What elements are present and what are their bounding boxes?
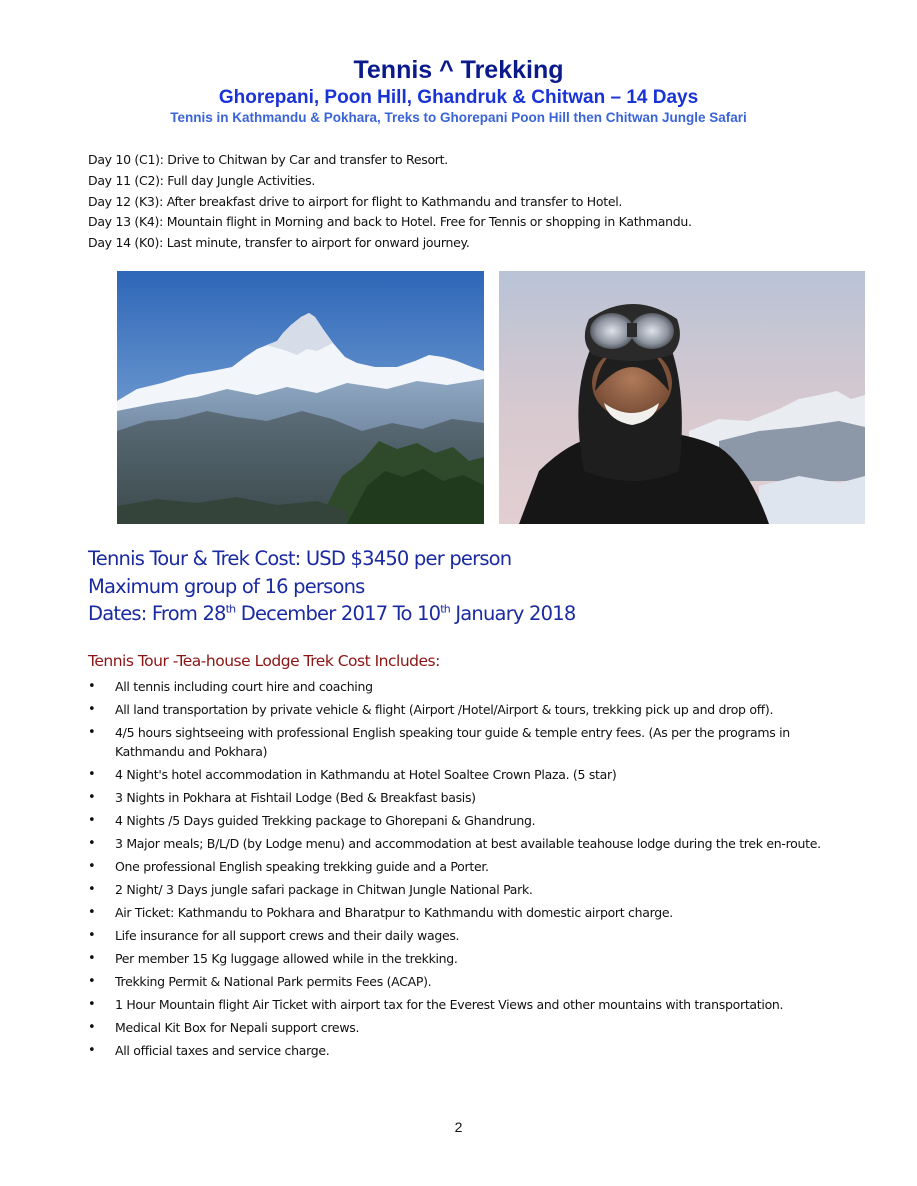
list-item: • One professional English speaking trekking guide and a Porter. [88, 858, 848, 877]
page-title: Tennis ^ Trekking [353, 56, 564, 84]
includes-list [88, 678, 848, 1065]
trekker-photo [499, 271, 865, 524]
list-item: • All official taxes and service charge. [88, 1042, 848, 1061]
list-item: • Medical Kit Box for Nepali support crews. [88, 1019, 848, 1038]
list-item: • All tennis including court hire and coaching [88, 678, 848, 697]
list-item: • 2 Night/ 3 Days jungle safari package in Chitwan Jungle National Park. [88, 881, 848, 900]
itinerary-list [88, 150, 692, 254]
page-tagline: Tennis in Kathmandu & Pokhara, Treks to Ghorepani Poon Hill then Chitwan Jungle Safari [170, 110, 747, 125]
includes-heading: Tennis Tour -Tea-house Lodge Trek Cost Includes: [88, 652, 440, 670]
itinerary-day-14: Day 14 (K0): Last minute, transfer to airport for onward journey. [88, 235, 470, 251]
list-item: • Life insurance for all support crews and their daily wages. [88, 927, 848, 946]
list-item: • Trekking Permit & National Park permits Fees (ACAP). [88, 973, 848, 992]
list-item: • 3 Major meals; B/L/D (by Lodge menu) and accommodation at best available teahouse lodge during the trek en-route. [88, 835, 848, 854]
itinerary-day-11: Day 11 (C2): Full day Jungle Activities. [88, 172, 316, 188]
itinerary-day-13: Day 13 (K4): Mountain flight in Morning and back to Hotel. Free for Tennis or shopping in Kathmandu. [88, 214, 692, 230]
dates-line: Dates: From 28th December 2017 To 10th January 2018 [88, 602, 576, 625]
page-subtitle: Ghorepani, Poon Hill, Ghandruk & Chitwan – 14 Days [218, 87, 699, 108]
list-item: • Per member 15 Kg luggage allowed while in the trekking. [88, 950, 848, 969]
itinerary-day-10: Day 10 (C1): Drive to Chitwan by Car and transfer to Resort. [88, 152, 448, 167]
list-item: • 4/5 hours sightseeing with professional English speaking tour guide & temple entry fees. (As per the programs in Kathmandu and Pokhara) [88, 724, 848, 761]
itinerary-day-12: Day 12 (K3): After breakfast drive to airport for flight to Kathmandu and transfer to Hotel. [88, 193, 623, 209]
group-size-line: Maximum group of 16 persons [88, 575, 365, 598]
list-item: • All land transportation by private vehicle & flight (Airport /Hotel/Airport & tours, trekking pick up and drop off). [88, 701, 848, 720]
list-item: • 4 Night's hotel accommodation in Kathmandu at Hotel Soaltee Crown Plaza. (5 star) [88, 766, 848, 785]
list-item: • 3 Nights in Pokhara at Fishtail Lodge (Bed & Breakfast basis) [88, 789, 848, 808]
mountain-photo [117, 271, 484, 524]
list-item: • 4 Nights /5 Days guided Trekking package to Ghorepani & Ghandrung. [88, 812, 848, 831]
list-item: • 1 Hour Mountain flight Air Ticket with airport tax for the Everest Views and other mountains with transportation. [88, 996, 848, 1015]
list-item: • Air Ticket: Kathmandu to Pokhara and Bharatpur to Kathmandu with domestic airport charge. [88, 904, 848, 923]
page-number: 2 [454, 1119, 463, 1135]
cost-line: Tennis Tour & Trek Cost: USD $3450 per person [88, 547, 512, 570]
